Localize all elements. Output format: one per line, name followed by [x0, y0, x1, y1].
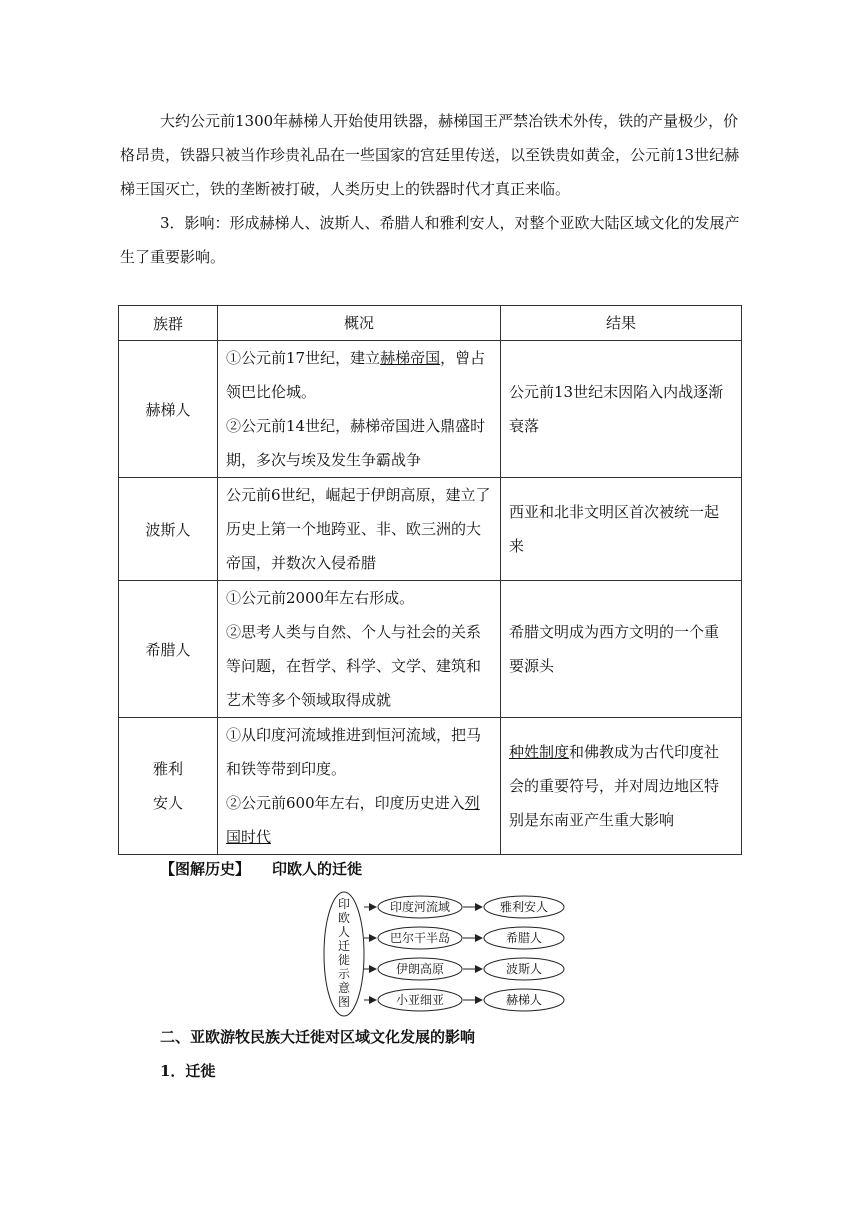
- result-cell: 公元前13世纪末因陷入内战逐渐衰落: [501, 341, 742, 478]
- overview-text: ①公元前2000年左右形成。: [226, 589, 415, 607]
- intro-paragraph: 大约公元前1300年赫梯人开始使用铁器，赫梯国王严禁冶铁术外传，铁的产量极少，价格昂贵，铁器只被当作珍贵礼品在一些国家的宫廷里传送，以至铁贵如黄金，公元前13世纪赫梯王国灭亡，铁的垄断被打破，人类历史上的铁器时代才真正来临。: [120, 112, 740, 198]
- people-label: 赫梯人: [505, 993, 543, 1007]
- underlined-term: 列国时代: [226, 794, 480, 846]
- overview-cell: [218, 581, 501, 718]
- people-label: 希腊人: [505, 931, 543, 945]
- table-row: [119, 341, 742, 478]
- overview-cell: 公元前6世纪，崛起于伊朗高原，建立了历史上第一个地跨亚、非、欧三洲的大帝国，并数次入侵希腊: [218, 478, 501, 581]
- overview-text: ，曾占领巴比伦城。: [226, 349, 486, 401]
- overview-cell: [218, 341, 501, 478]
- center-char: 示: [337, 967, 351, 981]
- migration-diagram: [318, 890, 568, 1018]
- origin-label: 巴尔干半岛: [389, 931, 451, 945]
- overview-text: ②公元前14世纪，赫梯帝国进入鼎盛时期，多次与埃及发生争霸战争: [226, 417, 486, 469]
- result-cell: [501, 718, 742, 855]
- center-char: 印: [337, 897, 351, 911]
- caption-label: 【图解历史】: [160, 860, 251, 878]
- origin-label: 印度河流域: [389, 900, 451, 914]
- point-3: [120, 206, 740, 274]
- center-char: 图: [337, 995, 351, 1009]
- underlined-term: 种姓制度: [509, 743, 570, 761]
- result-cell: 希腊文明成为西方文明的一个重要源头: [501, 581, 742, 718]
- center-char: 意: [337, 981, 351, 995]
- section-heading: 二、亚欧游牧民族大迁徙对区域文化发展的影响: [160, 1028, 476, 1046]
- ethnic-groups-table: [118, 305, 742, 855]
- subsection-heading: 1．迁徙: [160, 1062, 216, 1080]
- table-row: [119, 478, 742, 581]
- result-cell: 西亚和北非文明区首次被统一起来: [501, 478, 742, 581]
- point-3-label: 3．影响：: [160, 214, 230, 232]
- overview-text: ②思考人类与自然、个人与社会的关系等问题，在哲学、科学、文学、建筑和艺术等多个领域取得成就: [226, 623, 482, 709]
- people-label: 雅利安人: [499, 900, 549, 914]
- group-cell: 波斯人: [119, 478, 218, 581]
- header-overview: 概况: [218, 306, 501, 341]
- table-header-row: [119, 306, 742, 341]
- result-text: 和佛教成为古代印度社会的重要符号，并对周边地区特别是东南亚产生重大影响: [509, 743, 720, 829]
- group-line: 安人: [152, 794, 183, 812]
- center-char: 人: [337, 925, 351, 939]
- header-group: 族群: [119, 306, 218, 341]
- group-line: 雅利: [152, 760, 183, 778]
- point-3-text: 形成赫梯人、波斯人、希腊人和雅利安人，对整个亚欧大陆区域文化的发展产生了重要影响。: [120, 214, 740, 266]
- origin-label: 小亚细亚: [395, 993, 445, 1007]
- underlined-term: 赫梯帝国: [380, 349, 441, 367]
- origin-label: 伊朗高原: [395, 962, 445, 976]
- center-char: 迁: [337, 939, 351, 953]
- diagram-caption: [160, 858, 362, 879]
- overview-text: ②公元前600年左右，印度历史进入: [226, 794, 465, 812]
- table-row: [119, 581, 742, 718]
- table-row: [119, 718, 742, 855]
- overview-text: ①从印度河流域推进到恒河流域，把马和铁等带到印度。: [226, 726, 482, 778]
- people-label: 波斯人: [505, 962, 543, 976]
- group-cell: 希腊人: [119, 581, 218, 718]
- overview-text: ①公元前17世纪，建立: [226, 349, 381, 367]
- center-char: 徙: [337, 953, 351, 967]
- overview-cell: [218, 718, 501, 855]
- center-label: [338, 897, 351, 1009]
- group-cell: 赫梯人: [119, 341, 218, 478]
- header-result: 结果: [501, 306, 742, 341]
- group-cell: [119, 718, 218, 855]
- caption-title: 印欧人的迁徙: [272, 860, 363, 878]
- center-char: 欧: [337, 911, 351, 925]
